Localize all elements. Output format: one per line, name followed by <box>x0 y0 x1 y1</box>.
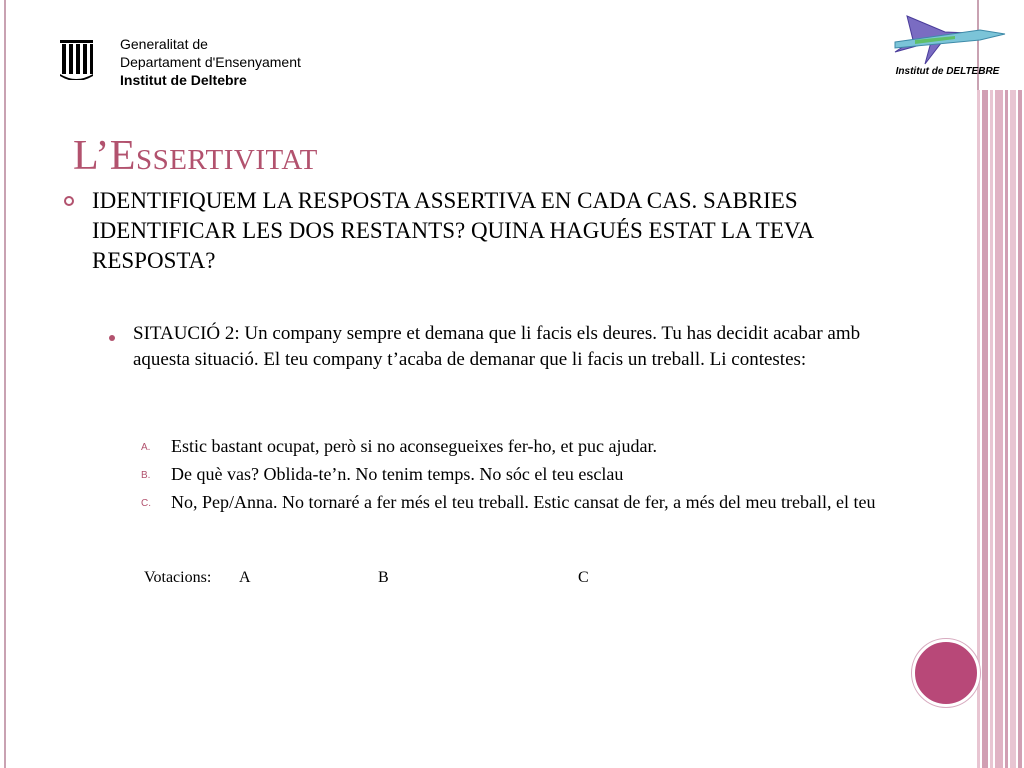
situation-text: SITAUCIÓ 2: Un company sempre et demana que li facis els deures. Tu has decidit acabar amb aquesta situació. El teu company t’acaba de demanar que li facis un treball. Li contestes: <box>133 323 861 370</box>
option-b <box>141 462 881 486</box>
header-line-2: Departament d'Ensenyament <box>120 54 301 70</box>
header-text <box>120 35 301 89</box>
votes-label: Votacions: <box>144 569 212 586</box>
decorative-pink-circle <box>912 639 980 707</box>
option-c-text: No, Pep/Anna. No tornaré a fer més el teu treball. Estic cansat de fer, a més del meu treball, el teu <box>171 492 876 512</box>
option-c-marker: C. <box>141 498 151 509</box>
header-line-3: Institut de Deltebre <box>120 72 247 88</box>
option-b-text: De què vas? Oblida-te’n. No tenim temps. No sóc el teu esclau <box>171 464 624 484</box>
option-a-text: Estic bastant ocupat, però si no aconsegueixes fer-ho, et puc ajudar. <box>171 436 657 456</box>
level1-bullet-icon <box>64 196 74 206</box>
option-b-marker: B. <box>141 470 151 481</box>
generalitat-logo-icon <box>59 40 94 80</box>
vote-option-b: B <box>378 569 389 586</box>
option-a-marker: A. <box>141 442 151 453</box>
slide-title: L’Essertivitat <box>73 133 318 179</box>
option-c <box>141 490 881 514</box>
option-a <box>141 434 881 458</box>
level2-bullet-icon <box>109 335 115 341</box>
left-border-line <box>4 0 6 768</box>
header-line-1: Generalitat de <box>120 36 208 52</box>
vote-option-a: A <box>239 569 251 586</box>
vote-option-c: C <box>578 569 589 586</box>
right-stripes-decoration <box>977 90 1024 768</box>
main-point-text: IDENTIFIQUEM LA RESPOSTA ASSERTIVA EN CADA CAS. SABRIES IDENTIFICAR LES DOS RESTANTS? QUINA HAGUÉS ESTAT LA TEVA RESPOSTA? <box>92 188 813 273</box>
institute-logo-caption: Institut de DELTEBRE <box>895 66 1000 77</box>
options-list <box>141 434 881 518</box>
